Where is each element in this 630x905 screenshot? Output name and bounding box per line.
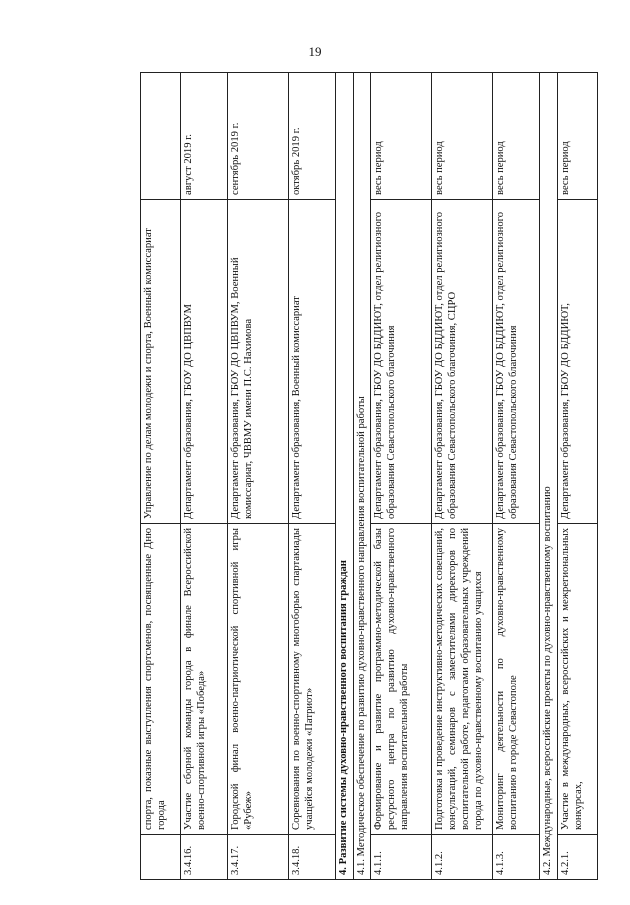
- events-table: [140, 72, 598, 880]
- row-date: сентябрь 2019 г.: [228, 73, 289, 200]
- row-responsible: Департамент образования, ГБОУ ДО ЦВПВУМ: [181, 200, 228, 524]
- row-number: 4.1.1.: [371, 835, 432, 880]
- row-event: Соревнования по военно-спортивному многоборью спартакиады учащейся молодежи «Патриот»: [289, 524, 336, 835]
- row-date: весь период: [371, 73, 432, 200]
- page-number: 19: [308, 44, 322, 59]
- row-date: октябрь 2019 г.: [289, 73, 336, 200]
- row-event: Городской финал военно-патриотической спортивной игры «Рубеж»: [228, 524, 289, 835]
- row-number: 4.1.2.: [432, 835, 493, 880]
- table-row: [141, 73, 181, 880]
- row-event: Мониторинг деятельности по духовно-нравственному воспитанию в городе Севастополе: [493, 524, 540, 835]
- row-responsible: Департамент образования, ГБОУ ДО ЦВПВУМ, Военный комиссариат, ЧВВМУ имени П.С. Нахимова: [228, 200, 289, 524]
- rotated-table-container: [140, 93, 584, 880]
- row-event: Участие сборной команды города в финале Всероссийской военно-спортивной игры «Победа»: [181, 524, 228, 835]
- row-number: 4.1.3.: [493, 835, 540, 880]
- row-number: 3.4.18.: [289, 835, 336, 880]
- row-date: весь период: [558, 73, 598, 200]
- row-event: Формирование и развитие программно-методической базы ресурсного центра по развитию духовно-нравственного направления воспитательной работы: [371, 524, 432, 835]
- row-responsible: Департамент образования, ГБОУ ДО БДДИЮТ, отдел религиозного образования Севастопольского благочиния: [493, 200, 540, 524]
- table-row: [558, 73, 598, 880]
- row-event: Участие в международных, всероссийских и межрегиональных конкурсах,: [558, 524, 598, 835]
- row-date: [141, 73, 181, 200]
- subsection-heading-row: [353, 73, 371, 880]
- row-number: 3.4.16.: [181, 835, 228, 880]
- subsection-heading-row: [540, 73, 558, 880]
- row-responsible: Управление по делам молодежи и спорта, Военный комиссариат: [141, 200, 181, 524]
- subsection-heading: 4.2. Международные, всероссийские проекты по духовно-нравственному воспитанию: [540, 73, 558, 880]
- row-date: весь период: [432, 73, 493, 200]
- table-row: [289, 73, 336, 880]
- table-row: [228, 73, 289, 880]
- row-responsible: Департамент образования, ГБОУ ДО БДДИЮТ,: [558, 200, 598, 524]
- row-number: [141, 835, 181, 880]
- row-responsible: Департамент образования, ГБОУ ДО БДДИЮТ, отдел религиозного образования Севастопольского благочиния, СЦРО: [432, 200, 493, 524]
- table-row: [493, 73, 540, 880]
- row-event: спорта, показные выступления спортсменов, посвященные Дню города: [141, 524, 181, 835]
- row-responsible: Департамент образования, Военный комиссариат: [289, 200, 336, 524]
- section-heading: 4. Развитие системы духовно-нравственного воспитания граждан: [336, 73, 354, 880]
- table-row: [181, 73, 228, 880]
- row-event: Подготовка и проведение инструктивно-методических совещаний, консультаций, семинаров с заместителями директоров по воспитательной работе, педагогами образовательных учреждений города по духовно-нравственному воспитанию учащихся: [432, 524, 493, 835]
- subsection-heading: 4.1. Методическое обеспечение по развитию духовно-нравственного направления воспитательной работы: [353, 73, 371, 880]
- row-responsible: Департамент образования, ГБОУ ДО БДДИЮТ, отдел религиозного образования Севастопольского благочиния: [371, 200, 432, 524]
- table-row: [371, 73, 432, 880]
- row-number: 4.2.1.: [558, 835, 598, 880]
- row-date: август 2019 г.: [181, 73, 228, 200]
- row-number: 3.4.17.: [228, 835, 289, 880]
- row-date: весь период: [493, 73, 540, 200]
- table-row: [432, 73, 493, 880]
- section-heading-row: [336, 73, 354, 880]
